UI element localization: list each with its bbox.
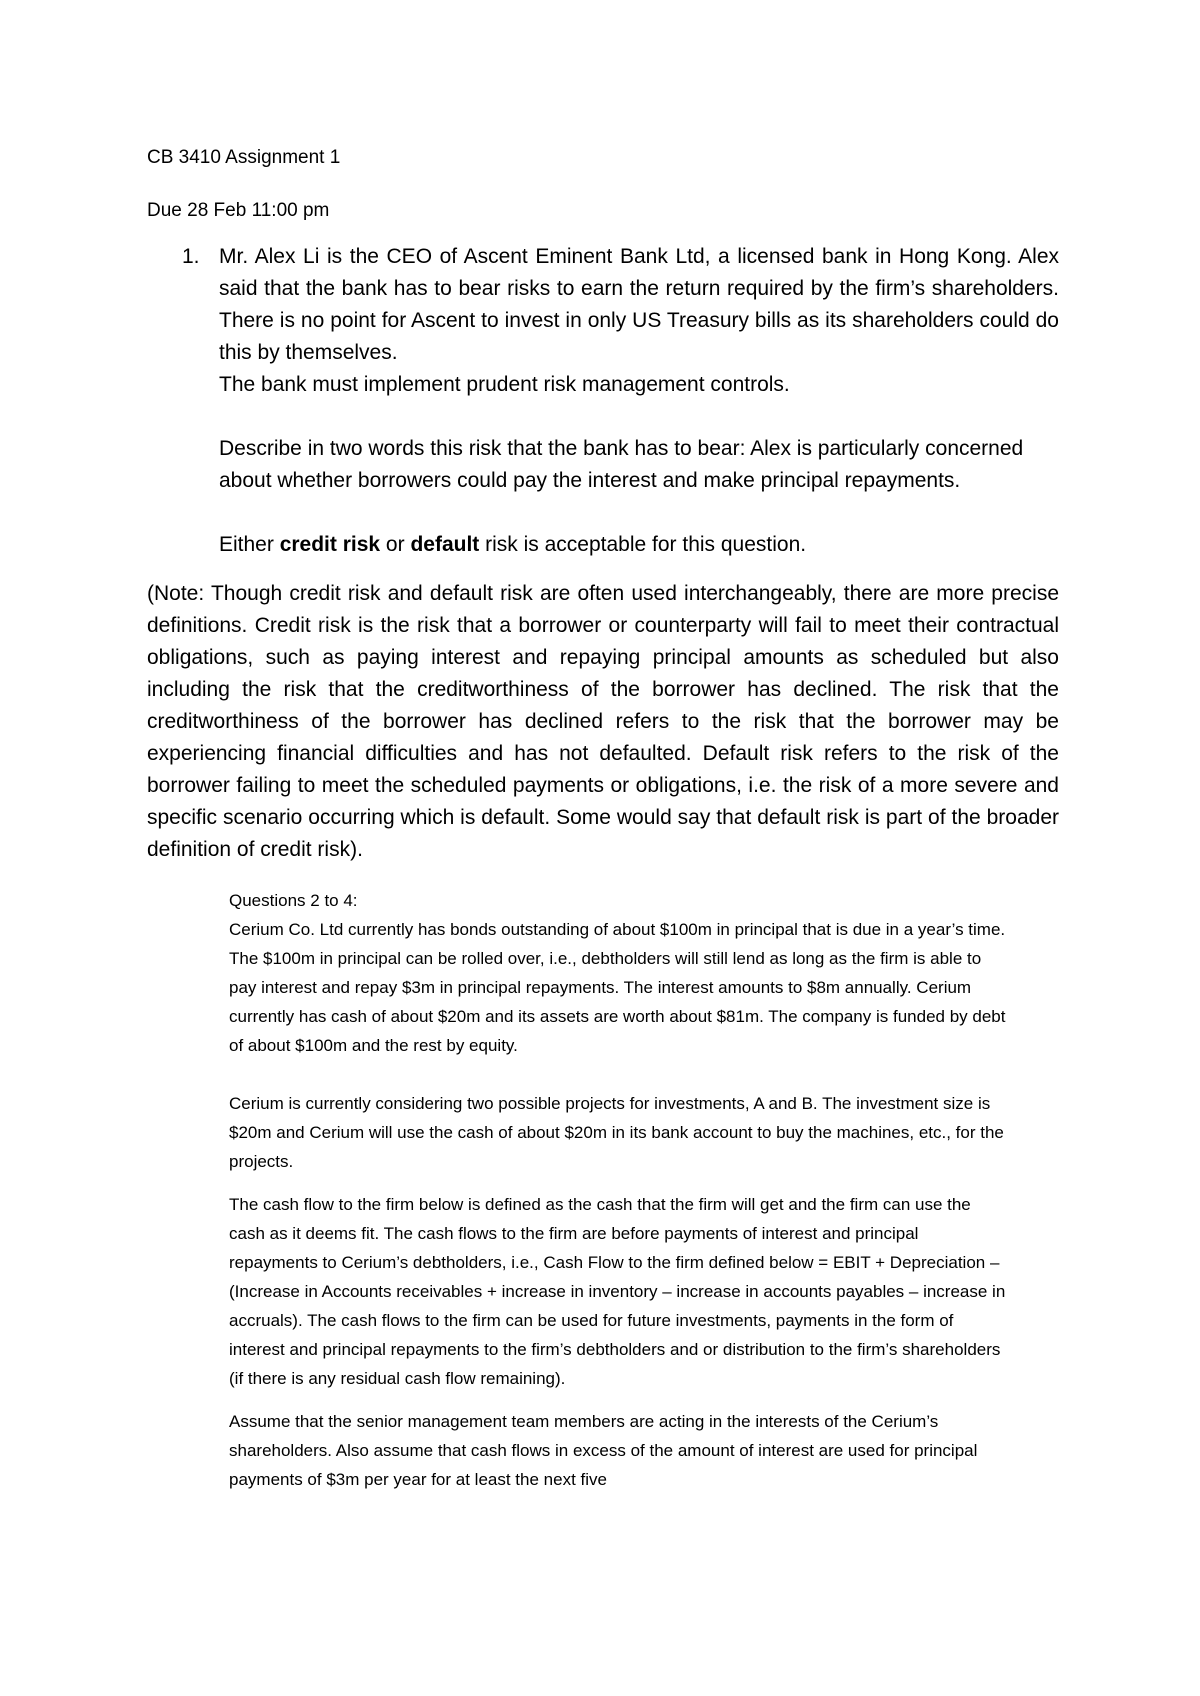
answer-middle: or (380, 533, 411, 556)
paragraph-cerium-bonds: Cerium Co. Ltd currently has bonds outstanding of about $100m in principal that is due in a year’s time. The $100m in principal can be rolled over, i.e., debtholders will still lend as long as the firm is able to pay interest and repay $3m in principal repayments. The interest amounts to $8m annually. Cerium currently has cash of about $20m and its assets are worth about $81m. The company is funded by debt of about $100m and the rest by equity. (229, 920, 1006, 1055)
answer-prefix: Either (219, 533, 280, 556)
question-1-prompt: Describe in two words this risk that the bank has to bear: Alex is particularly concerned about whether borrowers could pay the interest and make principal repayments. (219, 437, 1024, 492)
answer-suffix: risk is acceptable for this question. (479, 533, 807, 556)
course-title: CB 3410 Assignment 1 (147, 147, 341, 168)
due-date: Due 28 Feb 11:00 pm (147, 200, 330, 221)
question-1-answer (219, 529, 1059, 561)
question-1-paragraph: Mr. Alex Li is the CEO of Ascent Eminent Bank Ltd, a licensed bank in Hong Kong. Alex said that the bank has to bear risks to earn the return required by the firm’s shareholders. There is no point for Ascent to invest in only US Treasury bills as its shareholders could do this by themselves. (219, 245, 1059, 364)
section-heading: Questions 2 to 4: (229, 891, 358, 910)
definitions-note: (Note: Though credit risk and default risk are often used interchangeably, there are more precise definitions. Credit risk is the risk that a borrower or counterparty will fail to meet their contractual obligations, such as paying interest and repaying principal amounts as scheduled but also including the risk that the creditworthiness of the borrower has declined. The risk that the creditworthiness of the borrower has declined refers to the risk that the borrower may be experiencing financial difficulties and has not defaulted. Default risk refers to the risk of the borrower failing to meet the scheduled payments or obligations, i.e. the risk of a more severe and specific scenario occurring which is default. Some would say that default risk is part of the broader definition of credit risk). (147, 582, 1059, 861)
paragraph-projects: Cerium is currently considering two possible projects for investments, A and B. The investment size is $20m and Cerium will use the cash of about $20m in its bank account to buy the machines, etc., for the projects. (229, 1094, 1004, 1171)
question-number: 1. (182, 245, 200, 268)
questions-2-to-4 (229, 886, 1009, 1494)
answer-term-credit-risk: credit risk (279, 533, 381, 556)
paragraph-assumptions: Assume that the senior management team members are acting in the interests of the Cerium’s shareholders. Also assume that cash flows in excess of the amount of interest are used for principal payments of $3m per year for at least the next five (229, 1412, 978, 1489)
question-1 (219, 241, 1059, 561)
answer-term-default: default (410, 533, 480, 556)
prudent-risk-line: The bank must implement prudent risk management controls. (219, 373, 790, 396)
paragraph-cash-flow-definition: The cash flow to the firm below is defined as the cash that the firm will get and the firm can use the cash as it deems fit. The cash flows to the firm are before payments of interest and principal repayments to Cerium’s debtholders, i.e., Cash Flow to the firm defined below = EBIT + Depreciation – (Increase in Accounts receivables + increase in inventory – increase in accounts payables – increase in accruals). The cash flows to the firm can be used for future investments, payments in the form of interest and principal repayments to the firm’s debtholders and or distribution to the firm’s shareholders (if there is any residual cash flow remaining). (229, 1195, 1006, 1388)
